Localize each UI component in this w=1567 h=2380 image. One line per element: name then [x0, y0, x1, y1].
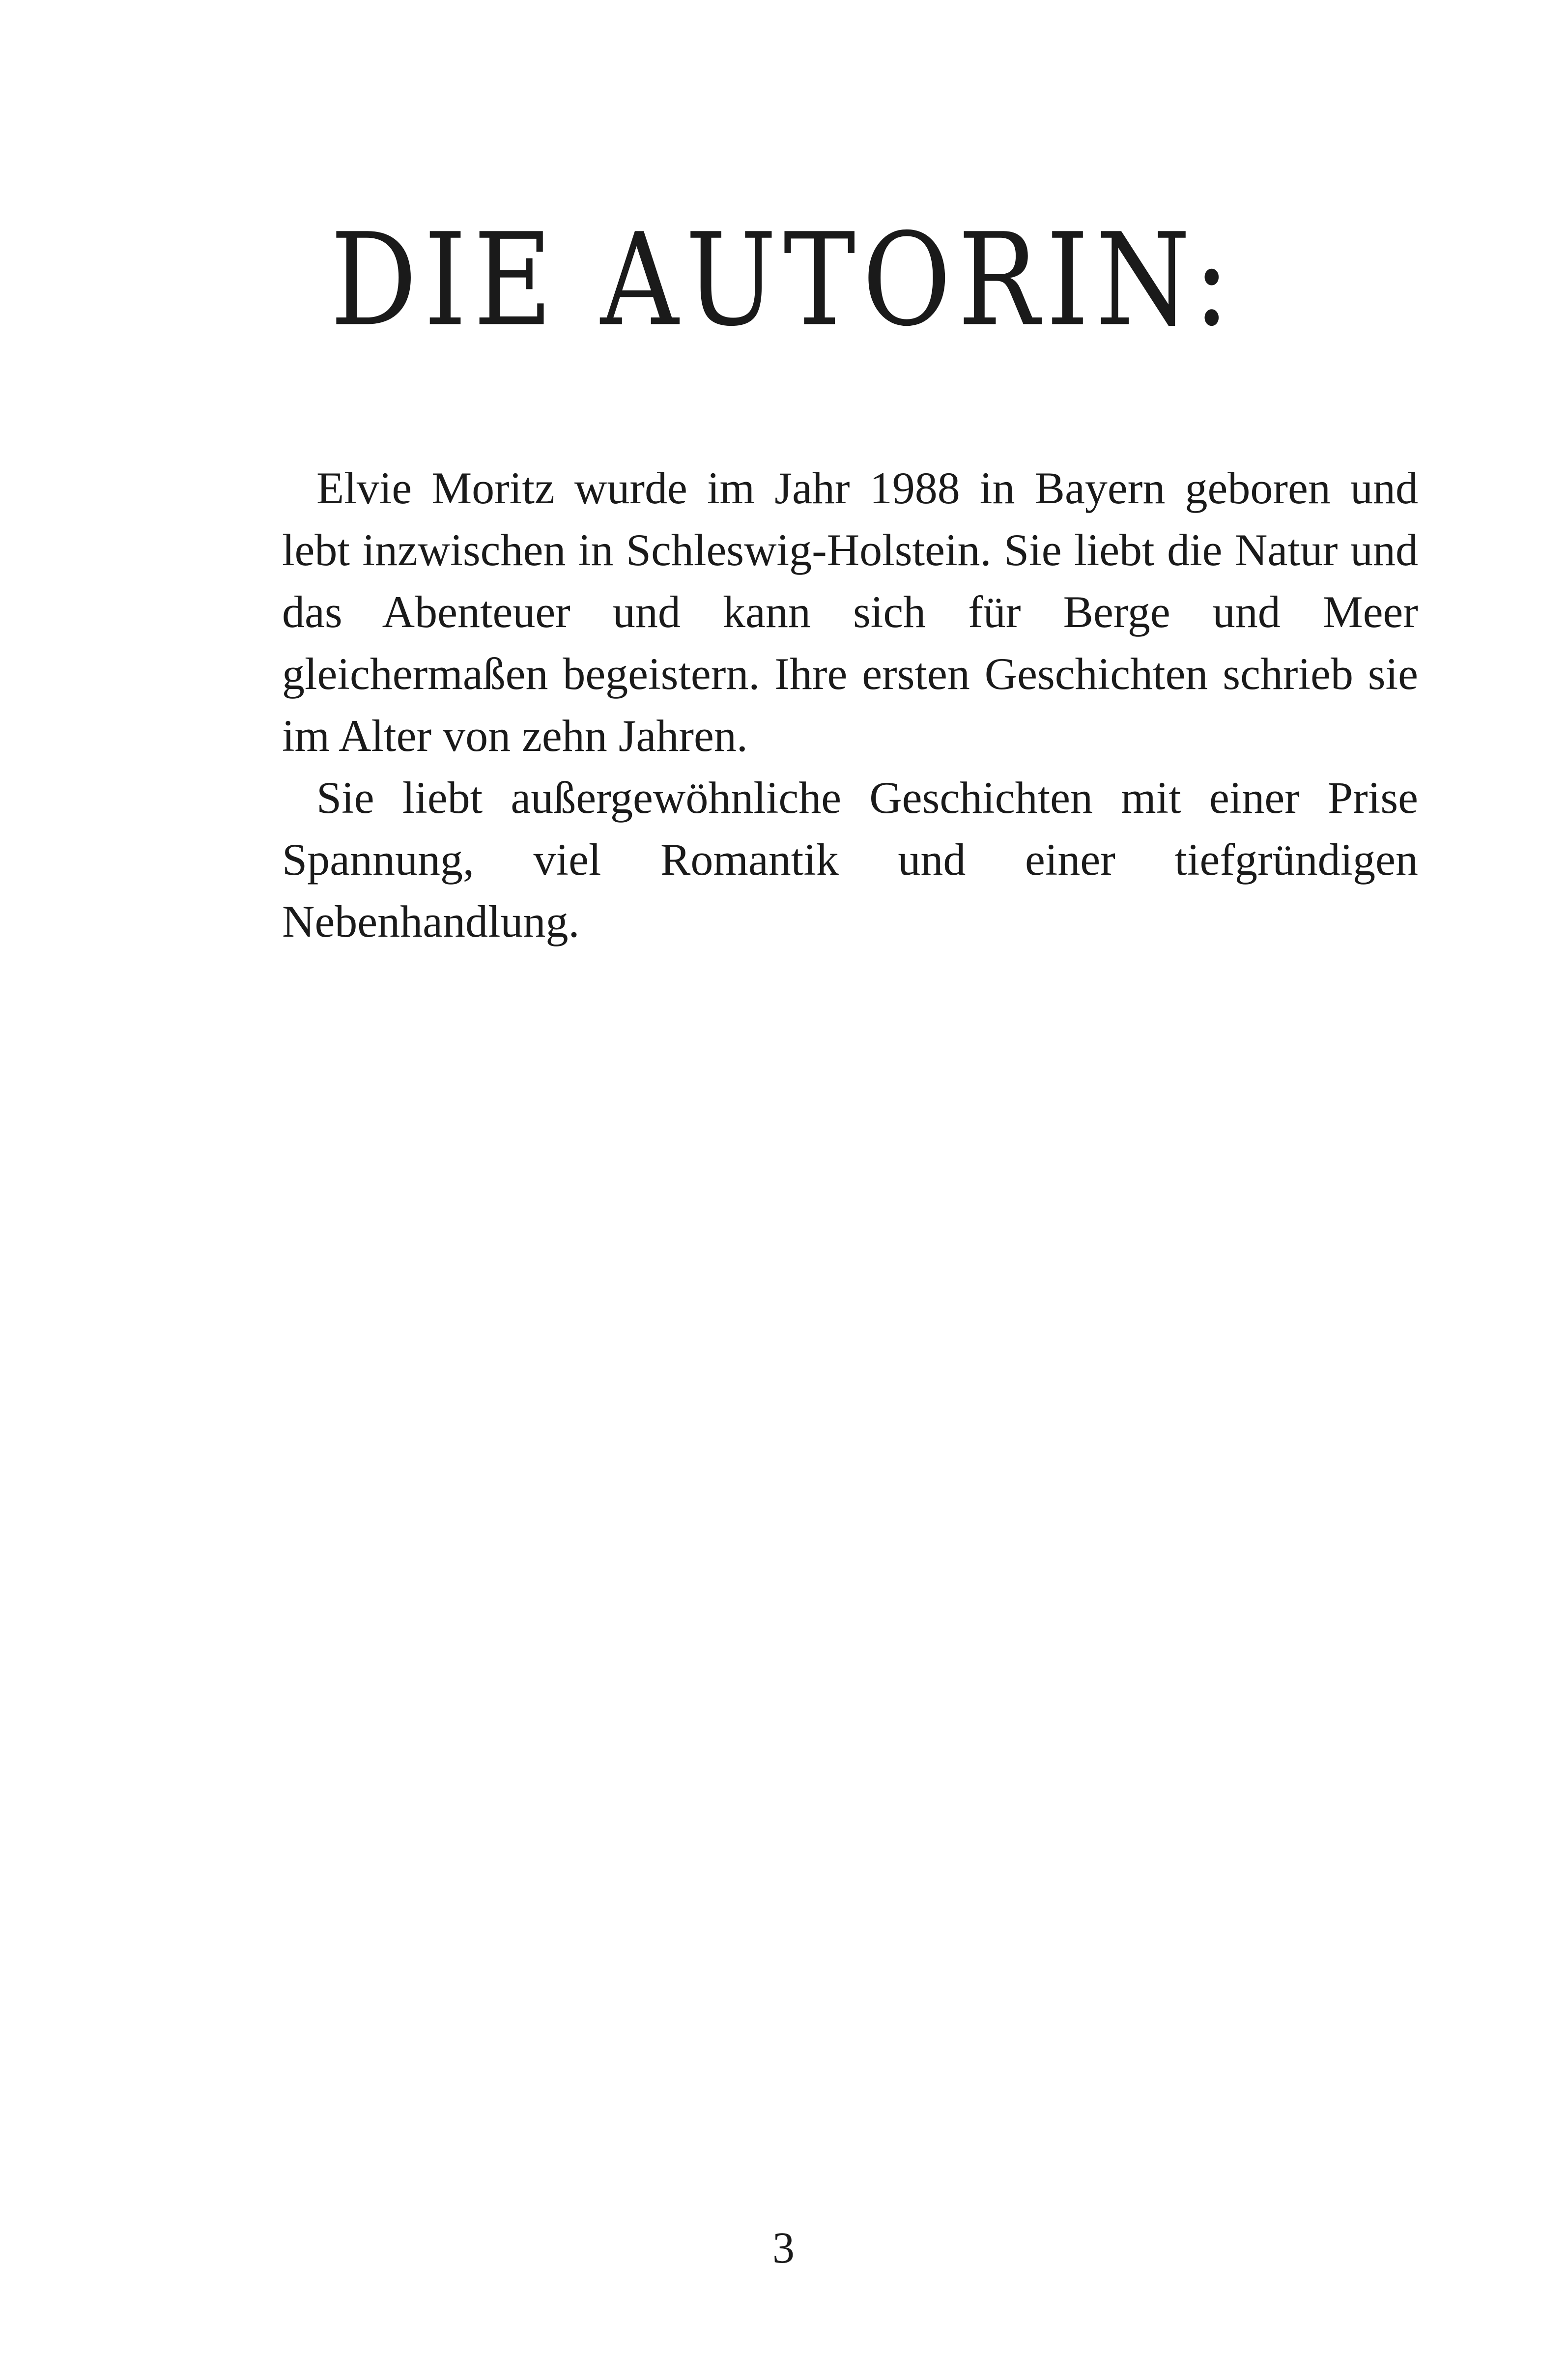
bio-paragraph-1: Elvie Moritz wurde im Jahr 1988 in Bayern geboren und lebt inzwischen in Schleswig-Holstein. Sie liebt die Natur und das Abenteuer und kann sich für Berge und Meer gleichermaßen begeistern. Ihre ersten Geschichten schrieb sie im Alter von zehn Jahren. [282, 463, 1418, 761]
page-number: 3 [772, 2224, 795, 2272]
bio-paragraph-2: Sie liebt außergewöhnliche Geschichten mit einer Prise Spannung, viel Romantik und einer tiefgründigen Nebenhandlung. [282, 773, 1418, 946]
page-title: DIE AUTORIN: [330, 205, 1237, 354]
author-bio [282, 457, 1418, 952]
